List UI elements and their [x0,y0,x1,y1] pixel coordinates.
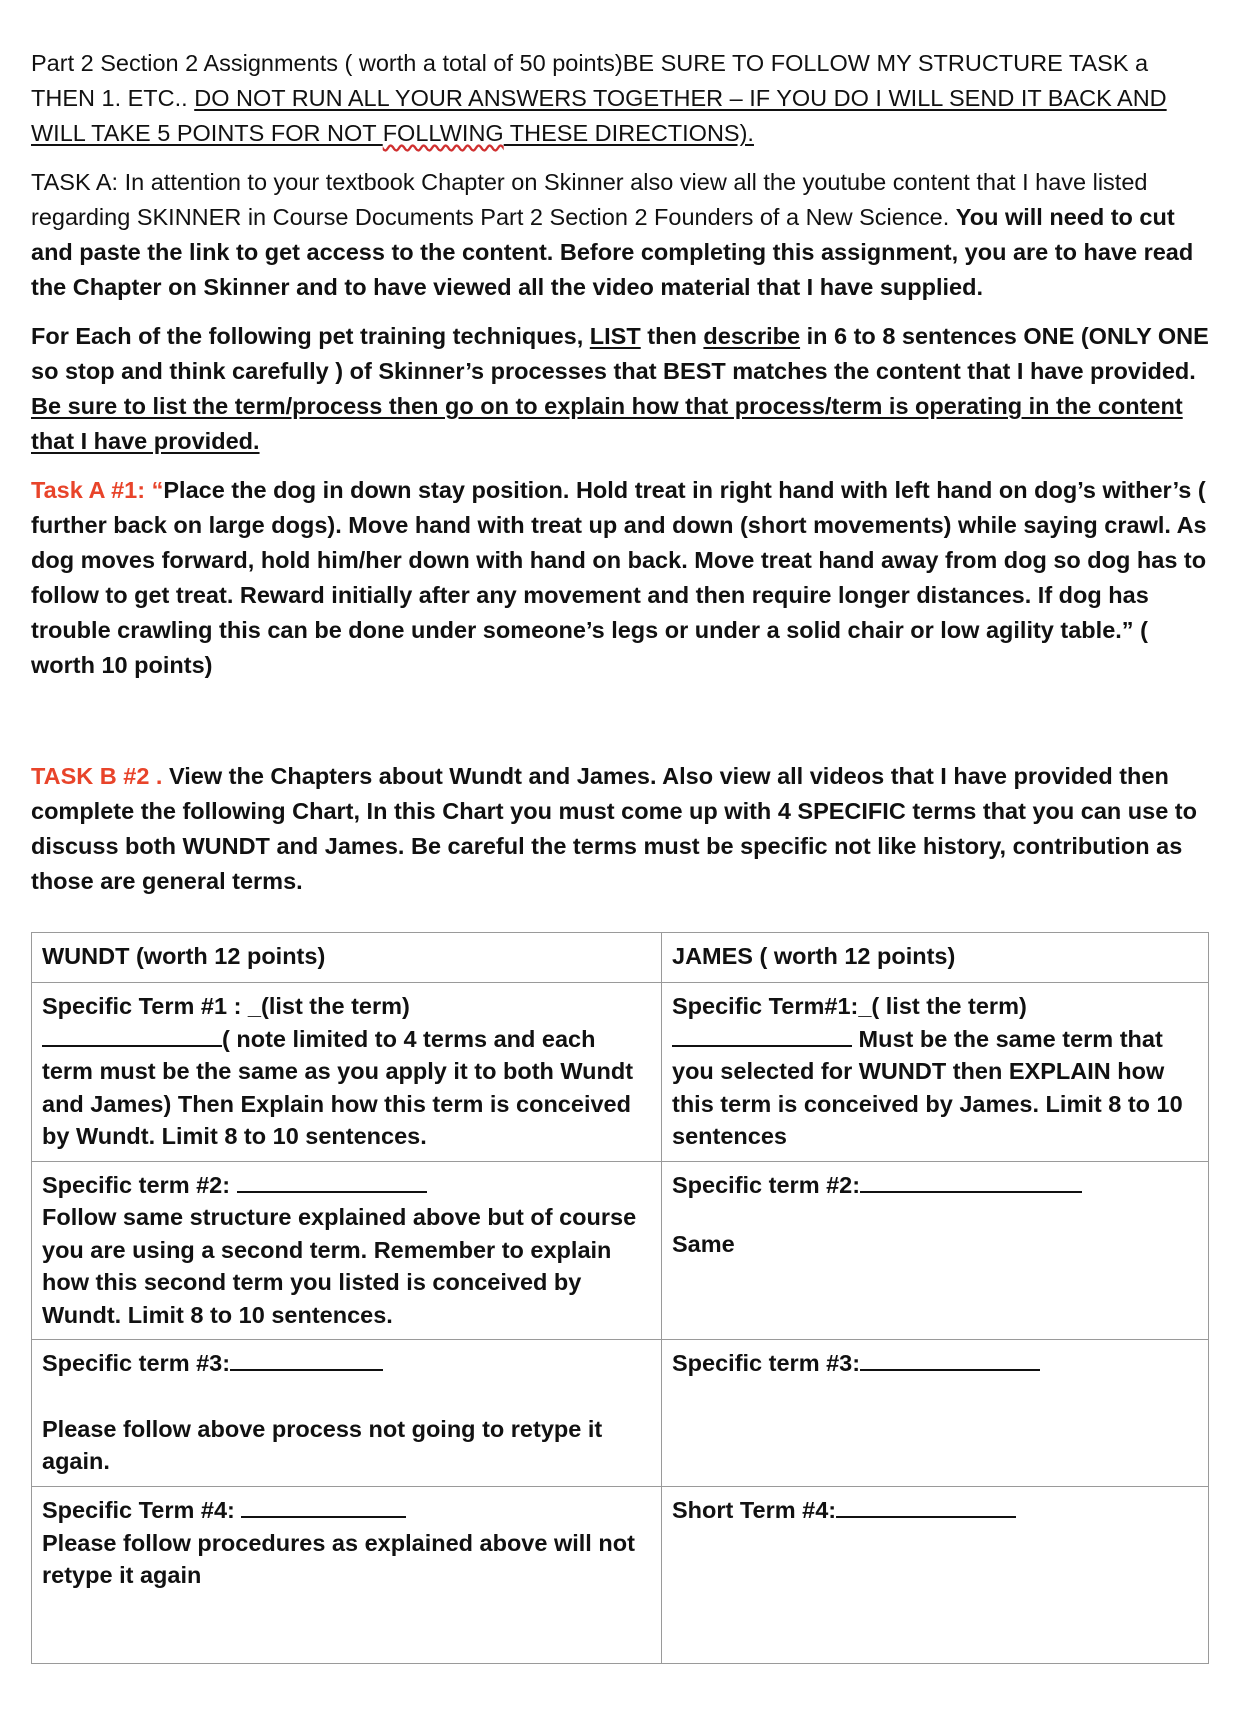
wundt-header: WUNDT (worth 12 points) [32,933,662,983]
task-b2-label: TASK B #2 . [31,763,169,789]
instructions-text-3: in 6 to 8 sentences ONE (ONLY ONE so stop and think carefully ) of Skinner’s processes that BEST matches the content that I have provided. [31,323,1209,384]
wundt-term-3-cell [32,1340,662,1487]
task-b2-body: View the Chapters about Wundt and James. Also view all videos that I have provided then complete the following Chart, In this Chart you must come up with 4 SPECIFIC terms that you can use to discuss both WUNDT and James. Be careful the terms must be specific not like history, contribution as those are general terms. [31,763,1197,894]
chart-header-row [32,933,1209,983]
james-header: JAMES ( worth 12 points) [662,933,1209,983]
table-row [32,1161,1209,1340]
describe-word: describe [703,323,801,349]
james-term-1-cell [662,983,1209,1162]
james-term-1-instructions [672,1023,1198,1153]
task-a-text: TASK A: In attention to your textbook Chapter on Skinner also view all the youtube content that I have listed regarding SKINNER in Course Documents Part 2 Section 2 Founders of a New Science. [31,169,1148,230]
intro-text: Part 2 Section 2 Assignments ( worth a total of 50 points)BE SURE TO FOLLOW MY STRUCTURE TASK a THEN 1. ETC.. [31,50,1149,111]
wundt-term-1-cell [32,983,662,1162]
list-word: LIST [589,323,641,349]
blank-line [241,1498,406,1518]
wundt-term-2-cell [32,1161,662,1340]
task-a1-label: Task A #1: “ [31,477,164,503]
task-a-bold-text: You will need to cut and paste the link to get access to the content. Before completing this assignment, you are to have read the Chapter on Skinner and to have viewed all the video material that I have supplied. [31,204,1194,300]
wundt-term-4-text: Please follow procedures as explained above will not retype it again [42,1529,635,1588]
instructions-paragraph [31,319,1217,459]
misspelled-word: FOLLWING [382,120,504,146]
task-a1-body: Place the dog in down stay position. Hold treat in right hand with left hand on dog’s wither’s ( further back on large dogs). Move hand with treat up and down (short movements) while saying crawl. As dog moves forward, hold him/her down with hand on back. Move treat hand away from dog so dog has to follow to get treat. Reward initially after any movement and then require longer distances. If dog has trouble crawling this can be done under someone’s legs or under a solid chair or low agility table.” ( worth 10 points) [31,477,1207,678]
instructions-underlined: Be sure to list the term/process then go on to explain how that process/term is operating in the content that I have provided. [31,393,1183,454]
blank-line [237,1173,427,1193]
james-term-3-label: Specific term #3: [672,1347,1198,1380]
james-term-4-label: Short Term #4: [672,1494,1198,1527]
james-term-3-cell [662,1340,1209,1487]
wundt-term-1-text: ( note limited to 4 terms and each term must be the same as you apply it to both Wundt and James) Then Explain how this term is conceived by Wundt. Limit 8 to 10 sentences. [42,1025,634,1149]
wundt-term-1-instructions [42,1023,651,1153]
wundt-term-4-label: Specific Term #4: [42,1494,651,1527]
wundt-term-2-text: Follow same structure explained above but of course you are using a second term. Remember to explain how this second term you listed is conceived by Wundt. Limit 8 to 10 sentences. [42,1204,637,1328]
james-term-1-label: Specific Term#1:_( list the term) [672,993,1027,1019]
document-page [31,46,1217,1664]
table-row [32,1340,1209,1487]
wundt-term-1-label: Specific Term #1 : _(list the term) [42,993,410,1019]
task-a1-paragraph [31,473,1217,683]
blank-line [836,1498,1016,1518]
james-term-1-text: Must be the same term that you selected for WUNDT then EXPLAIN how this term is conceived by James. Limit 8 to 10 sentences [672,1025,1183,1149]
instructions-text-1: For Each of the following pet training techniques, [31,323,590,349]
wundt-term-3-text: Please follow above process not going to retype it again. [42,1415,603,1474]
blank-line [230,1351,383,1371]
wundt-james-chart [31,932,1209,1664]
table-row [32,1487,1209,1664]
blank-line [860,1173,1082,1193]
blank-line [672,1027,852,1047]
james-term-4-cell [662,1487,1209,1664]
wundt-term-4-cell [32,1487,662,1664]
james-term-2-text: Same [672,1231,735,1257]
intro-warning-end: THESE DIRECTIONS). [503,120,754,146]
intro-paragraph [31,46,1217,151]
blank-line [42,1027,222,1047]
instructions-text-2: then [640,323,704,349]
james-term-2-label: Specific term #2: [672,1169,1198,1202]
task-b2-paragraph [31,759,1217,899]
james-term-2-cell [662,1161,1209,1340]
intro-warning: DO NOT RUN ALL YOUR ANSWERS TOGETHER – IF YOU DO I WILL SEND IT BACK AND WILL TAKE 5 POINTS FOR NOT [31,85,1167,146]
blank-line [860,1351,1040,1371]
wundt-term-3-label: Specific term #3: [42,1347,651,1380]
table-row [32,983,1209,1162]
task-a-paragraph [31,165,1217,305]
wundt-term-2-label: Specific term #2: [42,1169,651,1202]
